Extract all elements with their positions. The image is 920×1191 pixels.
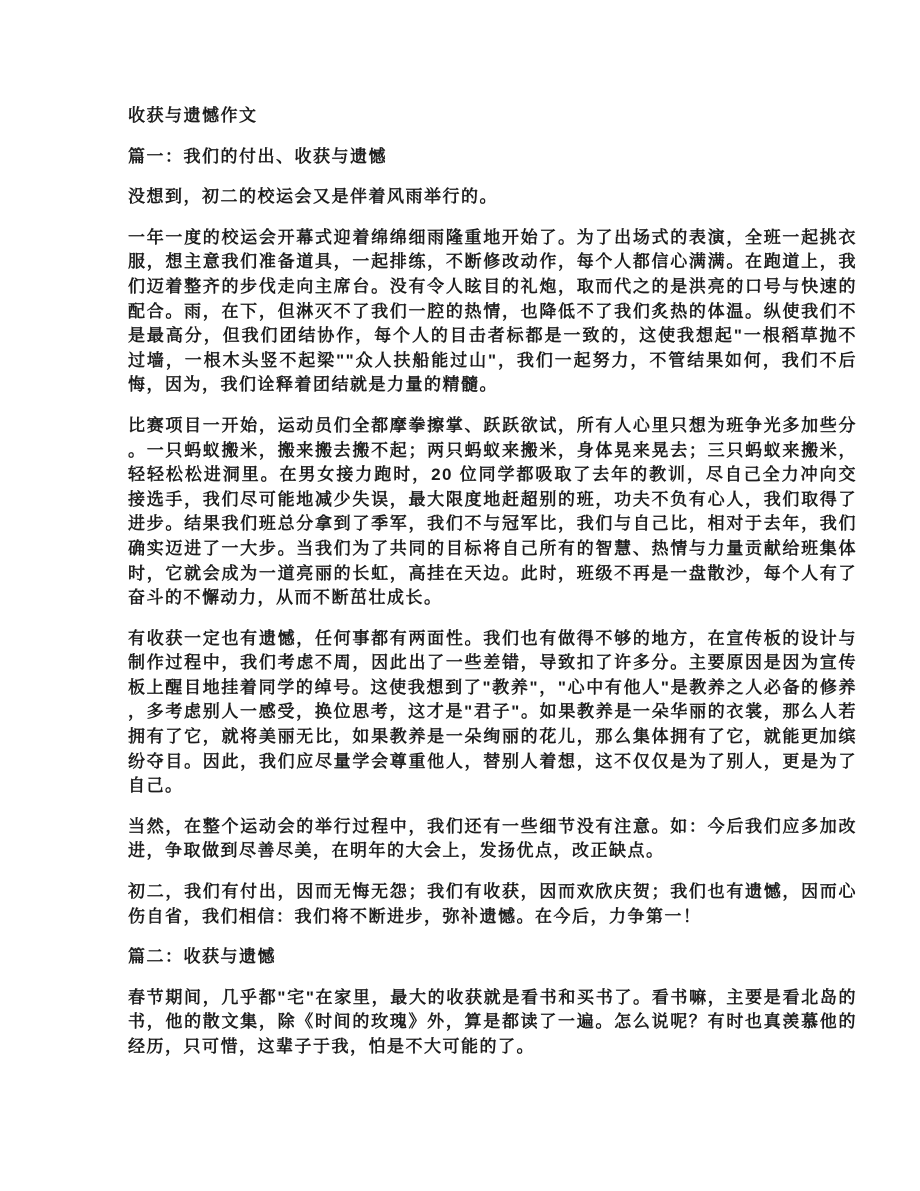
document-page (128, 104, 857, 1076)
paragraph: 没想到，初二的校运会又是伴着风雨举行的。 (128, 187, 498, 207)
paragraph: 有收获一定也有遗憾，任何事都有两面性。我们也有做得不够的地方，在宣传板的设计与制作过程中，我们考虑不周，因此出了一些差错，导致扣了许多分。主要原因是因为宣传板上醒目地挂着同学的绰号。这使我想到了"教养"，"心中有他人"是教养之人必备的修养，多考虑别人一感受，换位思考，这才是"君子"。如果教养是一朵华丽的衣裳，那么人若拥有了它，就将美丽无比，如果教养是一朵绚丽的花儿，那么集体拥有了它，就能更加缤纷夺目。因此，我们应尽量学会尊重他人，替别人着想，这不仅仅是为了别人，更是为了自己。 (128, 628, 857, 796)
section-heading-1: 篇一：我们的付出、收获与遗憾 (128, 146, 387, 166)
paragraph: 一年一度的校运会开幕式迎着绵绵细雨隆重地开始了。为了出场式的表演，全班一起挑衣服，想主意我们准备道具，一起排练，不断修改动作，每个人都信心满满。在跑道上，我们迈着整齐的步伐走向主席台。没有令人眩目的礼炮，取而代之的是洪亮的口号与快速的配合。雨，在下，但淋灭不了我们一腔的热情，也降低不了我们炙热的体温。纵使我们不是最高分，但我们团结协作，每个人的目击者标都是一致的，这使我想起"一根稻草抛不过墙，一根木头竖不起梁""众人扶船能过山"，我们一起努力，不管结果如何，我们不后悔，因为，我们诠释着团结就是力量的精髓。 (128, 227, 857, 395)
paragraph: 春节期间，几乎都"宅"在家里，最大的收获就是看书和买书了。看书嘛，主要是看北岛的书，他的散文集，除《时间的玫瑰》外，算是都读了一遍。怎么说呢？有时也真羡慕他的经历，只可惜，这辈子于我，怕是不大可能的了。 (128, 987, 857, 1056)
paragraph: 初二，我们有付出，因而无悔无怨；我们有收获，因而欢欣庆贺；我们也有遗憾，因而心伤自省，我们相信：我们将不断进步，弥补遗憾。在今后，力争第一！ (128, 882, 857, 926)
paragraph: 比赛项目一开始，运动员们全都摩拳擦掌、跃跃欲试，所有人心里只想为班争光多加些分。一只蚂蚁搬米，搬来搬去搬不起；两只蚂蚁来搬米，身体晃来晃去；三只蚂蚁来搬米，轻轻松松进洞里。在男女接力跑时，20 位同学都吸取了去年的教训，尽自己全力冲向交接选手，我们尽可能地减少失误，最大限度地赶超别的班，功夫不负有心人，我们取得了进步。结果我们班总分拿到了季军，我们不与冠军比，我们与自己比，相对于去年，我们确实迈进了一大步。当我们为了共同的目标将自己所有的智慧、热情与力量贡献给班集体时，它就会成为一道亮丽的长虹，高挂在天边。此时，班级不再是一盘散沙，每个人有了奋斗的不懈动力，从而不断茁壮成长。 (128, 415, 857, 608)
document-title: 收获与遗憾作文 (128, 106, 258, 125)
section-heading-2: 篇二：收获与遗憾 (128, 947, 276, 967)
paragraph: 当然，在整个运动会的举行过程中，我们还有一些细节没有注意。如：今后我们应多加改进，争取做到尽善尽美，在明年的大会上，发扬优点，改正缺点。 (128, 816, 857, 861)
